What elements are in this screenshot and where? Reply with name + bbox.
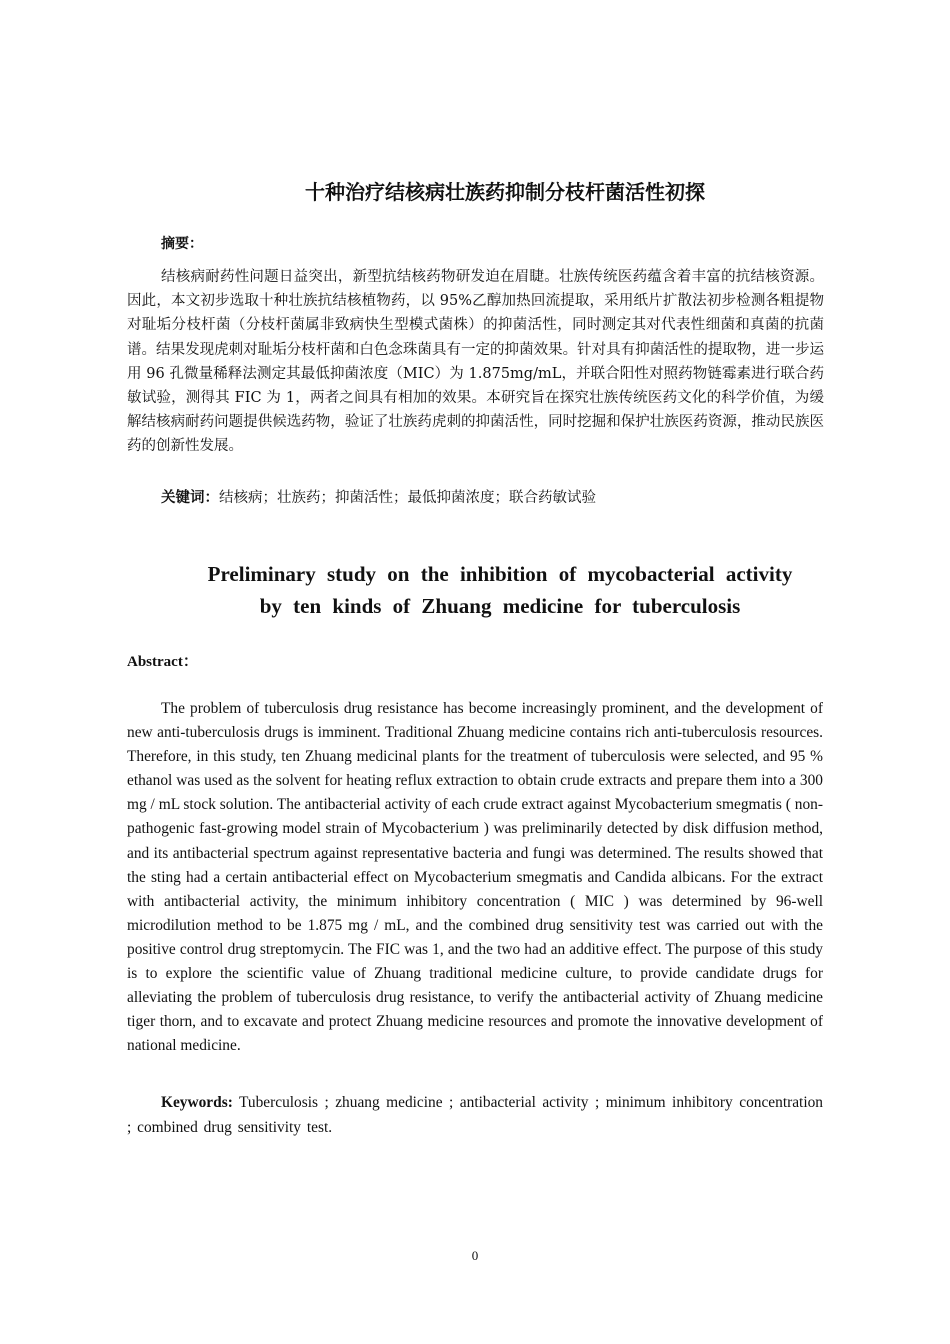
english-abstract-body: The problem of tuberculosis drug resistance has become increasingly prominent, and the development of new anti-tuberculosis drugs is imminent. Traditional Zhuang medicine contains rich anti-tuberculosis resources. Therefore, in this study, ten Zhuang medicinal plants for the treatment of tuberculosis were selected, and 95 % ethanol was used as the solvent for heating reflux extraction to obtain crude extracts and prepare them into a 300 mg / mL stock solution. The antibacterial activity of each crude extract against Mycobacterium smegmatis ( non-pathogenic fast-growing model strain of Mycobacterium ) was preliminarily detected by disk diffusion method, and its antibacterial spectrum against representative bacteria and fungi was determined. The results showed that the sting had a certain antibacterial effect on Mycobacterium smegmatis and Candida albicans. For the extract with antibacterial activity, the minimum inhibitory concentration ( MIC ) was determined by 96-well microdilution method to be 1.875 mg / mL, and the combined drug sensitivity test was carried out with the positive control drug streptomycin. The FIC was 1, and the two had an additive effect. The purpose of this study is to explore the scientific value of Zhuang traditional medicine culture, to provide candidate drugs for alleviating the problem of tuberculosis drug resistance, to verify the antibacterial activity of Zhuang medicine tiger thorn, and to excavate and protect Zhuang medicine resources and promote the innovative development of national medicine. [127, 700, 823, 1055]
english-title [150, 558, 850, 622]
page-number: 0 [471, 1248, 479, 1263]
english-title-line1: Preliminary study on the inhibition of mycobacterial activity [207, 562, 793, 586]
english-keywords-text: Tuberculosis ; zhuang medicine ; antibacterial activity ; minimum inhibitory concentration ; combined drug sensitivity test. [127, 1094, 823, 1136]
chinese-abstract-body: 结核病耐药性问题日益突出，新型抗结核药物研发迫在眉睫。壮族传统医药蕴含着丰富的抗结核资源。因此，本文初步选取十种壮族抗结核植物药，以 95%乙醇加热回流提取，采用纸片扩散法初步检测各粗提物对耻垢分枝杆菌（分枝杆菌属非致病快生型模式菌株）的抑菌活性，同时测定其对代表性细菌和真菌的抗菌谱。结果发现虎刺对耻垢分枝杆菌和白色念珠菌具有一定的抑菌效果。针对具有抑菌活性的提取物，进一步运用 96 孔微量稀释法测定其最低抑菌浓度（MIC）为 1.875mg/mL，并联合阳性对照药物链霉素进行联合药敏试验，测得其 FIC 为 1，两者之间具有相加的效果。本研究旨在探究壮族传统医药文化的科学价值，为缓解结核病耐药问题提供候选药物，验证了壮族药虎刺的抑菌活性，同时挖掘和保护壮族医药资源，推动民族医药的创新性发展。 [127, 269, 824, 455]
english-keywords [127, 1090, 823, 1140]
chinese-title: 十种治疗结核病壮族药抑制分枝杆菌活性初探 [305, 180, 705, 204]
english-abstract-label: Abstract： [127, 654, 198, 670]
english-keywords-label: Keywords: [161, 1094, 233, 1111]
chinese-keywords-text: 结核病；壮族药；抑菌活性；最低抑菌浓度；联合药敏试验 [219, 490, 596, 506]
chinese-abstract-label: 摘要： [161, 236, 203, 252]
chinese-keywords-label: 关键词： [161, 490, 219, 506]
chinese-keywords [161, 486, 596, 507]
english-title-line2: by ten kinds of Zhuang medicine for tuberculosis [259, 594, 741, 618]
